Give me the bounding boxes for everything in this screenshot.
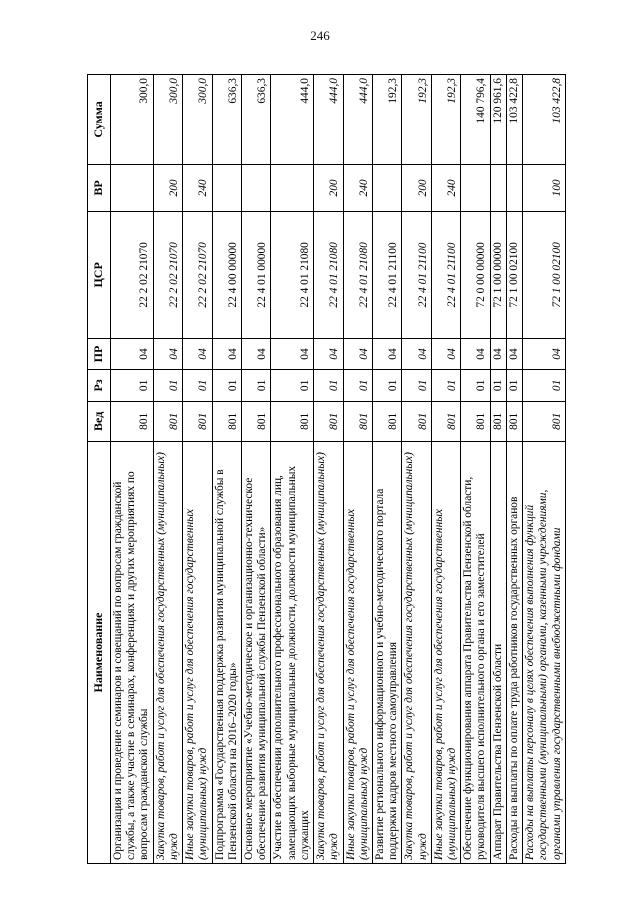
page-number: 246: [310, 28, 330, 43]
cell-sum: 444,0: [314, 75, 343, 165]
cell-pr: 04: [506, 338, 522, 369]
cell-pr: 04: [212, 338, 241, 369]
cell-name: Закупка товаров, работ и услуг для обеспечения государственных (муниципальных) нужд: [402, 442, 431, 864]
cell-name: Расходы на выплаты персоналу в целях обеспечения выполнения функций государственными (муниципальными) органами, казенными учреждениями, органами управления государственными внебюджетными фондами: [523, 442, 566, 864]
cell-csr: 22 4 00 00000: [212, 211, 241, 338]
cell-vr: [490, 164, 506, 211]
cell-ved: 801: [461, 401, 490, 441]
table-row: [271, 75, 314, 864]
cell-vr: [212, 164, 241, 211]
table-row: [241, 75, 270, 864]
cell-name: Участие в обеспечении дополнительного профессионального образования лиц, замещающих выборные муниципальные должности, должности муниципальных служащих: [271, 442, 314, 864]
cell-sum: 300,0: [183, 75, 212, 165]
cell-rz: 01: [212, 370, 241, 401]
cell-pr: 04: [153, 338, 182, 369]
cell-rz: 01: [343, 370, 372, 401]
cell-rz: 01: [111, 370, 154, 401]
cell-csr: 22 4 01 00000: [241, 211, 270, 338]
cell-name: Иные закупки товаров, работ и услуг для обеспечения государственных (муниципальных) нужд: [431, 442, 460, 864]
cell-ved: 801: [506, 401, 522, 441]
cell-pr: 04: [461, 338, 490, 369]
cell-sum: 300,0: [153, 75, 182, 165]
cell-vr: [241, 164, 270, 211]
cell-name: Развитие регионального информационного и учебно-методического портала поддержки кадров местного самоуправления: [372, 442, 401, 864]
cell-sum: 192,3: [402, 75, 431, 165]
table-row: [111, 75, 154, 864]
cell-csr: 72 1 00 02100: [523, 211, 566, 338]
cell-pr: 04: [271, 338, 314, 369]
cell-name: Аппарат Правительства Пензенской области: [490, 442, 506, 864]
table-row: [402, 75, 431, 864]
table-row: [343, 75, 372, 864]
cell-vr: [506, 164, 522, 211]
cell-ved: 801: [343, 401, 372, 441]
cell-csr: 22 2 02 21070: [153, 211, 182, 338]
table-row: [183, 75, 212, 864]
cell-vr: 240: [343, 164, 372, 211]
cell-pr: 04: [241, 338, 270, 369]
cell-rz: 01: [431, 370, 460, 401]
cell-vr: [111, 164, 154, 211]
cell-csr: 72 0 00 00000: [461, 211, 490, 338]
cell-pr: 04: [490, 338, 506, 369]
cell-vr: [271, 164, 314, 211]
cell-csr: 22 4 01 21080: [271, 211, 314, 338]
cell-rz: 01: [153, 370, 182, 401]
cell-sum: 140 796,4: [461, 75, 490, 165]
cell-pr: 04: [314, 338, 343, 369]
cell-sum: 444,0: [271, 75, 314, 165]
cell-rz: 01: [402, 370, 431, 401]
cell-rz: 01: [314, 370, 343, 401]
col-header-pr: ПР: [88, 338, 111, 369]
cell-rz: 01: [506, 370, 522, 401]
table-row: [506, 75, 522, 864]
cell-name: Подпрограмма «Государственная поддержка развития муниципальной службы в Пензенской области на 2016–2020 годы»: [212, 442, 241, 864]
cell-vr: 200: [402, 164, 431, 211]
cell-pr: 04: [343, 338, 372, 369]
cell-ved: 801: [212, 401, 241, 441]
cell-rz: 01: [183, 370, 212, 401]
cell-ved: 801: [111, 401, 154, 441]
cell-sum: 120 961,6: [490, 75, 506, 165]
cell-ved: 801: [490, 401, 506, 441]
cell-vr: 200: [153, 164, 182, 211]
col-header-sum: Сумма: [88, 75, 111, 165]
cell-name: Иные закупки товаров, работ и услуг для обеспечения государственных (муниципальных) нужд: [183, 442, 212, 864]
cell-vr: [461, 164, 490, 211]
table-row: [153, 75, 182, 864]
col-header-rz: Рз: [88, 370, 111, 401]
cell-rz: 01: [461, 370, 490, 401]
cell-vr: 200: [314, 164, 343, 211]
cell-vr: [372, 164, 401, 211]
table-row: [372, 75, 401, 864]
cell-csr: 22 4 01 21080: [314, 211, 343, 338]
table-row: [212, 75, 241, 864]
cell-ved: 801: [153, 401, 182, 441]
cell-sum: 300,0: [111, 75, 154, 165]
cell-ved: 801: [241, 401, 270, 441]
cell-ved: 801: [314, 401, 343, 441]
col-header-ved: Вед: [88, 401, 111, 441]
table-row: [431, 75, 460, 864]
col-header-vr: ВР: [88, 164, 111, 211]
cell-csr: 22 4 01 21100: [431, 211, 460, 338]
cell-ved: 801: [271, 401, 314, 441]
col-header-name: Наименование: [88, 442, 111, 864]
cell-vr: 240: [183, 164, 212, 211]
table-row: [523, 75, 566, 864]
col-header-csr: ЦСР: [88, 211, 111, 338]
cell-sum: 192,3: [431, 75, 460, 165]
cell-pr: 04: [372, 338, 401, 369]
cell-sum: 636,3: [241, 75, 270, 165]
cell-rz: 01: [490, 370, 506, 401]
cell-name: Закупка товаров, работ и услуг для обеспечения государственных (муниципальных) нужд: [314, 442, 343, 864]
cell-rz: 01: [372, 370, 401, 401]
cell-csr: 72 1 00 00000: [490, 211, 506, 338]
cell-ved: 801: [372, 401, 401, 441]
cell-pr: 04: [183, 338, 212, 369]
cell-csr: 72 1 00 02100: [506, 211, 522, 338]
cell-pr: 04: [431, 338, 460, 369]
cell-name: Организация и проведение семинаров и совещаний по вопросам гражданской службы, а также участие в семинарах, конференциях и других мероприятиях по вопросам гражданской службы: [111, 442, 154, 864]
cell-ved: 801: [523, 401, 566, 441]
cell-ved: 801: [183, 401, 212, 441]
cell-rz: 01: [523, 370, 566, 401]
cell-name: Расходы на выплаты по оплате труда работников государственных органов: [506, 442, 522, 864]
cell-csr: 22 2 02 21070: [111, 211, 154, 338]
budget-table: [87, 74, 566, 864]
cell-sum: 103 422,8: [506, 75, 522, 165]
table-header-row: [88, 75, 111, 864]
cell-pr: 04: [402, 338, 431, 369]
cell-csr: 22 4 01 21080: [343, 211, 372, 338]
cell-sum: 103 422,8: [523, 75, 566, 165]
cell-sum: 636,3: [212, 75, 241, 165]
cell-pr: 04: [523, 338, 566, 369]
cell-name: Основное мероприятие «Учебно-методическое и организационно-техническое обеспечение развития муниципальной службы Пензенской области»: [241, 442, 270, 864]
cell-csr: 22 4 01 21100: [372, 211, 401, 338]
cell-sum: 192,3: [372, 75, 401, 165]
cell-sum: 444,0: [343, 75, 372, 165]
table-row: [461, 75, 490, 864]
table-row: [314, 75, 343, 864]
cell-name: Обеспечение функционирования аппарата Правительства Пензенской области, руководителя высшего исполнительного органа и его заместителей: [461, 442, 490, 864]
cell-ved: 801: [402, 401, 431, 441]
cell-vr: 240: [431, 164, 460, 211]
cell-vr: 100: [523, 164, 566, 211]
rotated-table-container: [87, 74, 563, 864]
cell-rz: 01: [241, 370, 270, 401]
cell-name: Иные закупки товаров, работ и услуг для обеспечения государственных (муниципальных) нужд: [343, 442, 372, 864]
cell-csr: 22 2 02 21070: [183, 211, 212, 338]
table-row: [490, 75, 506, 864]
cell-ved: 801: [431, 401, 460, 441]
cell-name: Закупка товаров, работ и услуг для обеспечения государственных (муниципальных) нужд: [153, 442, 182, 864]
cell-rz: 01: [271, 370, 314, 401]
cell-csr: 22 4 01 21100: [402, 211, 431, 338]
cell-pr: 04: [111, 338, 154, 369]
